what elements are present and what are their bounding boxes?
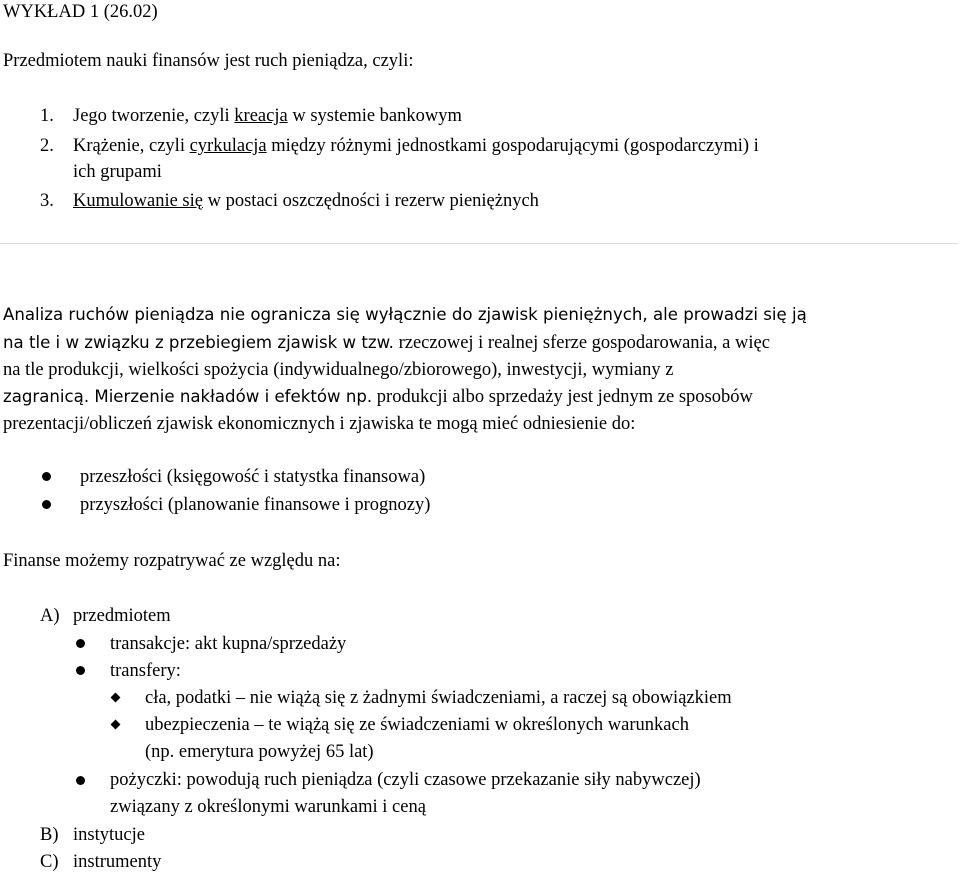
bullet-icon [76,776,85,785]
sub-item: ubezpieczenia – te wiążą się ze świadczeniami w określonych warunkach [145,715,689,735]
diamond-bullet-icon [111,693,121,703]
list-item-continuation: ich grupami [73,162,162,182]
list-item: Krążenie, czyli cyrkulacja między różnymi jednostkami gospodarującymi (gospodarczymi) i [73,136,759,156]
list-number: 3. [40,191,54,211]
paragraph-line: Analiza ruchów pieniądza nie ogranicza się wyłącznie do zjawisk pieniężnych, ale prowadzi się ją [3,305,807,324]
sub-item: cła, podatki – nie wiążą się z żadnymi świadczeniami, a raczej są obowiązkiem [145,688,732,708]
list-item: Kumulowanie się w postaci oszczędności i rezerw pieniężnych [73,191,539,211]
bullet-icon [76,666,85,675]
list-item: pożyczki: powodują ruch pieniądza (czyli czasowe przekazanie siły nabywczej) [110,770,701,790]
section-label: B) [40,825,59,845]
list-item: Jego tworzenie, czyli kreacja w systemie bankowym [73,106,462,126]
diamond-bullet-icon [111,720,121,730]
finance-intro: Finanse możemy rozpatrywać ze względu na: [3,551,341,571]
section-label: C) [40,852,59,872]
lecture-heading: WYKŁAD 1 (26.02) [3,2,158,22]
section-title: instrumenty [73,852,162,872]
list-number: 2. [40,136,54,156]
list-item: transakcje: akt kupna/sprzedaży [110,634,347,654]
term-kreacja: kreacja [234,106,288,126]
list-item: przyszłości (planowanie finansowe i prognozy) [80,495,431,515]
intro-text: Przedmiotem nauki finansów jest ruch pieniądza, czyli: [3,51,414,71]
bullet-icon [42,472,51,481]
list-number: 1. [40,106,54,126]
bullet-icon [42,500,51,509]
sub-item-continuation: (np. emerytura powyżej 65 lat) [145,742,374,762]
bullet-icon [76,639,85,648]
paragraph-line: na tle produkcji, wielkości spożycia (indywidualnego/zbiorowego), inwestycji, wymiany z [3,360,674,380]
list-item-continuation: związany z określonymi warunkami i ceną [110,797,426,817]
list-item: transfery: [110,661,181,681]
section-divider [0,243,958,244]
section-title: przedmiotem [73,606,171,626]
paragraph-line: zagranicą. Mierzenie nakładów i efektów np. produkcji albo sprzedaży jest jednym ze sposobów [3,387,753,407]
section-label: A) [40,606,60,626]
term-cyrkulacja: cyrkulacja [189,136,267,156]
term-kumulowanie: Kumulowanie się [73,191,203,211]
paragraph-line: na tle i w związku z przebiegiem zjawisk w tzw. rzeczowej i realnej sferze gospodarowania, a więc [3,333,770,353]
paragraph-line: prezentacji/obliczeń zjawisk ekonomicznych i zjawiska te mogą mieć odniesienie do: [3,414,636,434]
list-item: przeszłości (księgowość i statystka finansowa) [80,467,426,487]
section-title: instytucje [73,825,145,845]
